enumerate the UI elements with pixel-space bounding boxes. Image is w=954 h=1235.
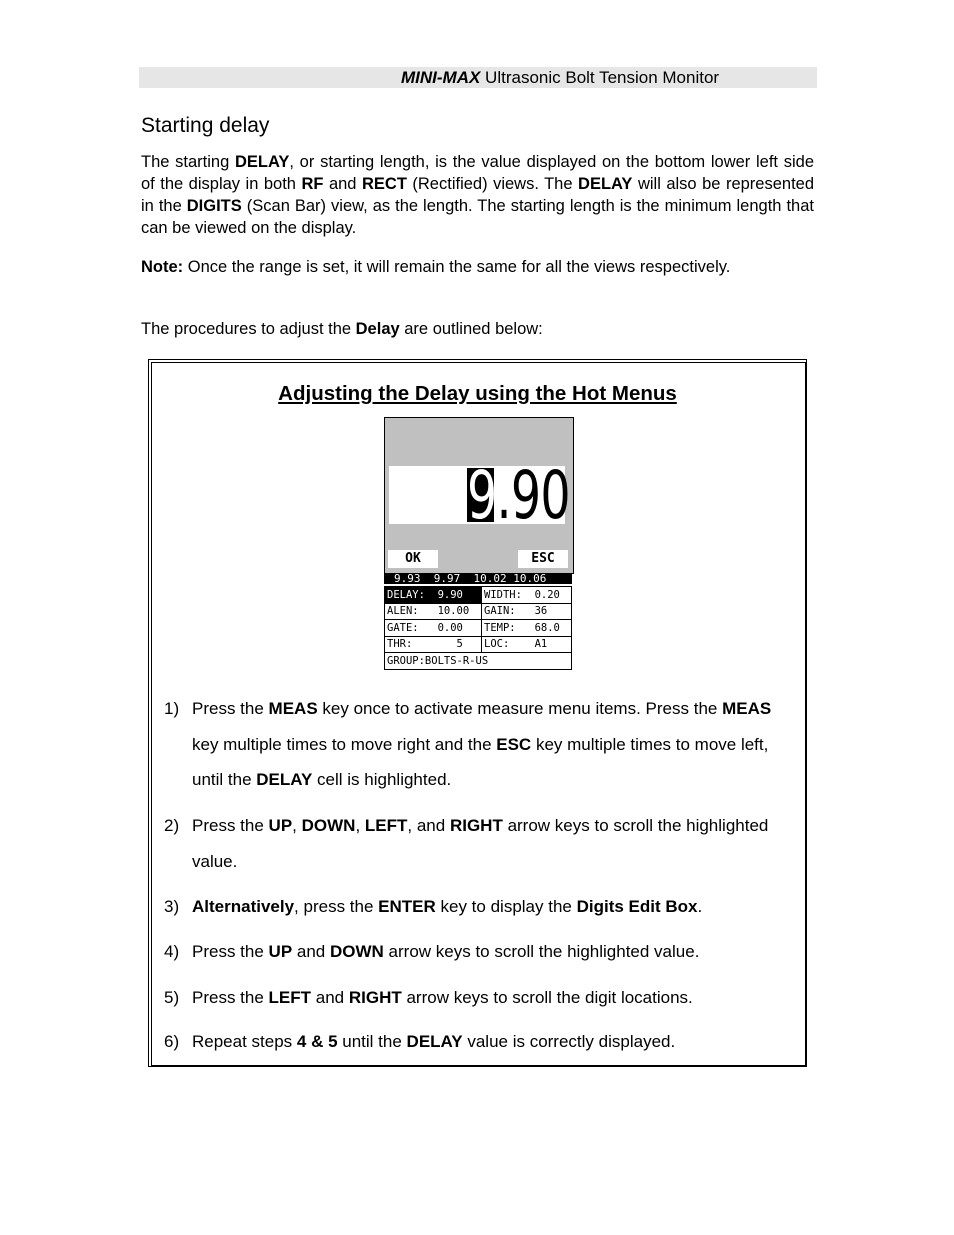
step-number: 2): [164, 816, 180, 835]
key-name: MEAS: [268, 699, 318, 718]
key-name: DELAY: [406, 1032, 463, 1051]
key-name: DOWN: [329, 942, 384, 961]
bold-term: Delay: [355, 320, 400, 338]
text: (Rectified) views. The: [406, 175, 579, 193]
temp-cell: TEMP: 68.0: [482, 620, 572, 637]
digits-value: [467, 458, 570, 534]
page-header: [401, 68, 719, 88]
step-number: 4): [164, 942, 180, 961]
text: Press the: [192, 942, 269, 961]
hot-menu-grid: [384, 586, 572, 670]
bold-term: RF: [301, 175, 324, 193]
text: (Scan Bar) view, as the length. The starting length is the minimum length that can be viewed on the display.: [141, 197, 814, 237]
text: arrow keys to scroll the digit locations.: [401, 988, 693, 1007]
text: arrow keys to scroll the highlighted value.: [383, 942, 700, 961]
esc-button: ESC: [518, 550, 568, 568]
gain-cell: GAIN: 36: [482, 603, 572, 620]
text: and: [323, 175, 362, 193]
remaining-digits: .90: [496, 457, 570, 534]
bold-term: Alternatively: [192, 897, 295, 916]
step-number: 3): [164, 897, 180, 916]
key-name: DELAY: [256, 770, 313, 789]
section-title: Starting delay: [141, 114, 270, 137]
delay-cell: DELAY: 9.90: [385, 587, 482, 604]
table-row: [385, 653, 572, 670]
key-name: MEAS: [722, 699, 772, 718]
note-text: Once the range is set, it will remain the same for all the views respectively.: [183, 258, 731, 276]
thr-cell: THR: 5: [385, 636, 482, 653]
paragraph-note: [141, 256, 814, 278]
table-row: [385, 603, 572, 620]
bold-term: 4 & 5: [296, 1032, 338, 1051]
scan-bar: 9.93 9.97 10.02 10.06: [384, 573, 572, 584]
step-text: [192, 934, 792, 970]
text: Press the: [192, 988, 269, 1007]
bold-term: Digits Edit Box: [576, 897, 698, 916]
device-screen: [384, 417, 574, 574]
step-number: 6): [164, 1032, 180, 1051]
key-name: ENTER: [378, 897, 436, 916]
key-name: UP: [268, 816, 293, 835]
highlighted-digit: 9: [467, 457, 497, 534]
text: key multiple times to move right and the: [192, 734, 497, 754]
text: and: [311, 988, 349, 1007]
procedure-box-title: Adjusting the Delay using the Hot Menus: [278, 382, 677, 405]
text: , press the: [294, 897, 379, 916]
bold-term: DELAY: [234, 153, 290, 171]
table-row: [385, 587, 572, 604]
table-row: [385, 620, 572, 637]
text: arrow keys to scroll the highlighted value.: [192, 816, 769, 871]
key-name: DOWN: [301, 816, 356, 835]
text: key once to activate measure menu items. Press the: [317, 699, 723, 718]
text: Repeat steps: [192, 1032, 297, 1051]
alen-cell: ALEN: 10.00: [385, 603, 482, 620]
text: until the: [337, 1032, 407, 1051]
bold-term: DELAY: [578, 175, 633, 193]
text: are outlined below:: [399, 320, 543, 338]
key-name: LEFT: [268, 988, 312, 1007]
key-name: LEFT: [364, 816, 408, 835]
table-row: [385, 636, 572, 653]
text: Press the: [192, 699, 269, 718]
key-name: UP: [268, 942, 293, 961]
step-text: [192, 980, 792, 1016]
text: The starting: [141, 153, 235, 171]
key-name: RIGHT: [449, 816, 503, 835]
group-cell: GROUP:BOLTS-R-US: [385, 653, 572, 670]
text: ,: [355, 816, 365, 835]
loc-cell: LOC: A1: [482, 636, 572, 653]
step-text: [192, 889, 792, 925]
step-text: [192, 1024, 792, 1060]
text: , and: [407, 816, 450, 835]
brand-name: MINI-MAX: [401, 68, 481, 87]
bold-term: RECT: [361, 175, 407, 193]
text: key to display the: [435, 897, 577, 916]
step-number: 1): [164, 699, 180, 718]
width-cell: WIDTH: 0.20: [482, 587, 572, 604]
text: key multiple times to move left, until the: [192, 734, 769, 789]
gate-cell: GATE: 0.00: [385, 620, 482, 637]
paragraph-starting-delay: [141, 151, 814, 239]
text: and: [292, 942, 330, 961]
ok-button: OK: [388, 550, 438, 568]
text: .: [697, 897, 703, 916]
bold-term: DIGITS: [186, 197, 242, 215]
text: will also be represented in the: [141, 175, 815, 215]
text: , or starting length, is the value displayed on the bottom lower left side of the display in both: [141, 153, 814, 193]
text: cell is highlighted.: [312, 770, 452, 789]
note-label: Note:: [141, 258, 184, 276]
step-number: 5): [164, 988, 180, 1007]
text: Press the: [192, 816, 269, 835]
key-name: ESC: [496, 734, 532, 754]
header-title: Ultrasonic Bolt Tension Monitor: [480, 68, 720, 87]
step-text: [192, 808, 792, 879]
text: The procedures to adjust the: [141, 320, 356, 338]
key-name: RIGHT: [348, 988, 402, 1007]
paragraph-procedures: [141, 318, 814, 340]
text: value is correctly displayed.: [462, 1032, 676, 1051]
step-text: [192, 691, 792, 798]
text: ,: [292, 816, 302, 835]
